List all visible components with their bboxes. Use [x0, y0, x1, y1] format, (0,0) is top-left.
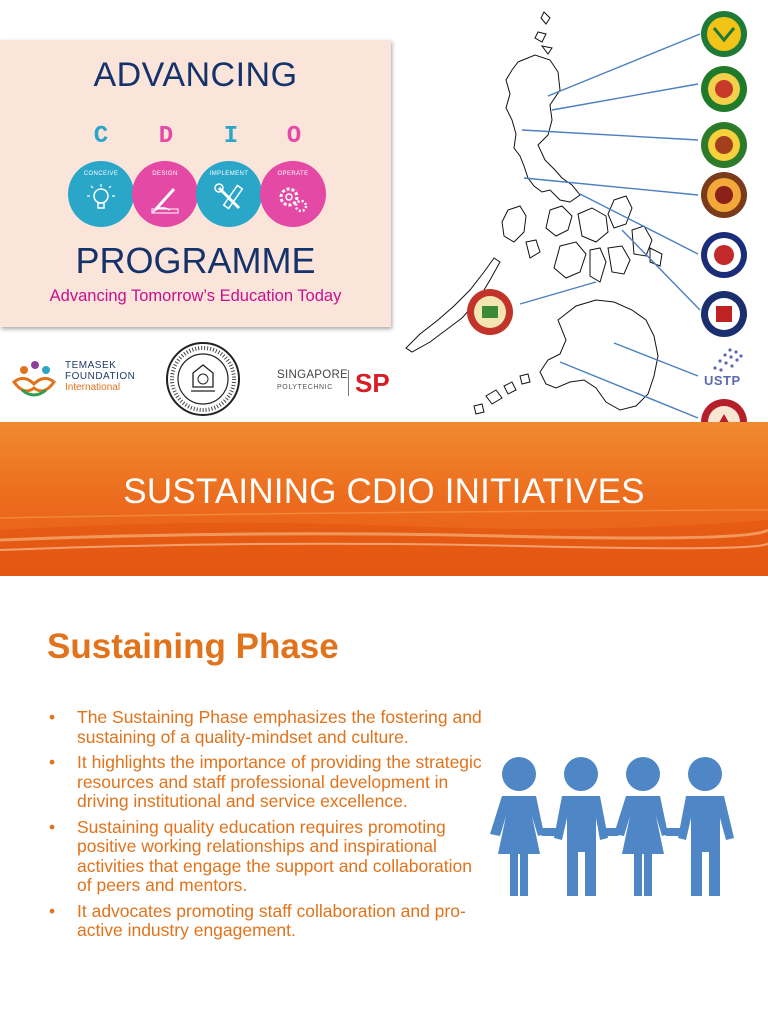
bullet-text: It advocates promoting staff collaboration and pro-active industry engagement. [77, 900, 466, 940]
university-seal-2 [700, 65, 748, 113]
implement-label: IMPLEMENT [209, 171, 249, 177]
singapore-polytechnic-logo [277, 368, 397, 400]
cdio-letter-o: O [286, 123, 302, 150]
conceive-label: CONCEIVE [83, 171, 119, 177]
list-item: • It highlights the importance of providing the strategic resources and staff professional development in driving institutional and service excellence. [49, 752, 482, 811]
cdio-letter-c: C [93, 123, 109, 150]
phase-bullet-list [47, 708, 487, 947]
lightbulb-icon [86, 183, 116, 215]
advancing-cdio-card [0, 40, 391, 327]
temasek-line1: TEMASEK [65, 360, 117, 371]
people-group-icon [488, 756, 738, 902]
university-seal-8 [466, 288, 514, 336]
wrench-ruler-icon [214, 183, 244, 215]
gears-icon [278, 183, 308, 215]
bullet-text: It highlights the importance of providing the strategic resources and staff professional development in driving institutional and service excellence. [77, 752, 482, 811]
implement-circle [196, 161, 262, 227]
list-item: • It advocates promoting staff collaboration and pro-active industry engagement. [49, 900, 466, 940]
temasek-wordmark [65, 360, 135, 393]
temasek-line3: International [65, 382, 121, 393]
temasek-line2: FOUNDATION [65, 371, 136, 382]
cdio-letter-i: I [223, 123, 239, 150]
program-title: ADVANCING [93, 56, 298, 94]
phase-title: Sustaining Phase [47, 627, 339, 666]
design-circle [132, 161, 198, 227]
list-item: • Sustaining quality education requires promoting positive working relationships and inspirational activities that engage the support and collaboration of peers and mentors. [49, 816, 472, 895]
conceive-circle [68, 161, 134, 227]
university-seal-5 [700, 231, 748, 279]
operate-circle [260, 161, 326, 227]
banner-title: SUSTAINING CDIO INITIATIVES [123, 472, 645, 511]
sp-sub: POLYTECHNIC [277, 384, 333, 391]
sp-mark: SP [355, 368, 390, 398]
pasuc-seal [165, 341, 241, 417]
bullet-text: The Sustaining Phase emphasizes the fostering and sustaining of a quality-mindset and culture. [77, 707, 482, 747]
operate-label: OPERATE [277, 171, 309, 177]
university-seal-1 [700, 10, 748, 58]
top-slide [0, 0, 768, 450]
mindoro-outline [502, 206, 526, 242]
bullet-text: Sustaining quality education requires promoting positive working relationships and inspirational activities that engage the support and collaboration of peers and mentors. [77, 816, 472, 895]
temasek-foundation-logo [10, 360, 140, 400]
pencil-hand-icon [150, 183, 180, 215]
sp-name: SINGAPORE [277, 369, 349, 381]
sp-divider [348, 370, 349, 396]
programme-tagline: Advancing Tomorrow’s Education Today [49, 287, 342, 305]
list-item: • The Sustaining Phase emphasizes the fostering and sustaining of a quality-mindset and culture. [49, 707, 482, 747]
section-banner [0, 422, 768, 576]
mindanao-outline [540, 300, 658, 410]
ustp-dots-icon [700, 346, 750, 374]
ustp-label: USTP [704, 373, 741, 388]
ustp-logo [700, 346, 750, 392]
university-seal-6 [700, 290, 748, 338]
university-seal-3 [700, 121, 748, 169]
temasek-people-icon [10, 360, 58, 400]
design-label: DESIGN [152, 171, 178, 177]
cdio-letter-d: D [158, 123, 174, 150]
programme-title: PROGRAMME [75, 240, 316, 281]
university-seal-4 [700, 171, 748, 219]
